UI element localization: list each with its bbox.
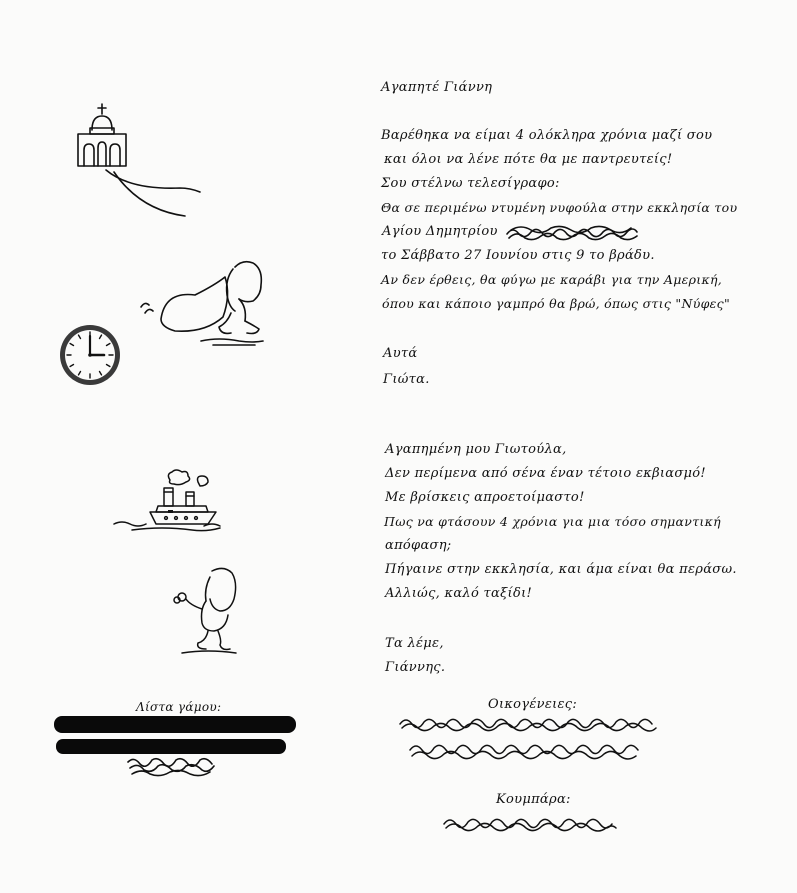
- letter1-greeting: Αγαπητέ Γιάννη: [381, 80, 493, 95]
- redacted-location: [505, 222, 640, 244]
- gift-list-label: Λίστα γάμου:: [136, 700, 222, 714]
- church-icon: [70, 100, 205, 220]
- letter1-line: Αγίου Δημητρίου: [382, 224, 498, 239]
- running-bride-icon: [135, 255, 270, 350]
- letter2-line: Πως να φτάσουν 4 χρόνια για μια τόσο σημαντική: [384, 514, 721, 529]
- letter1-line: το Σάββατο 27 Ιουνίου στις 9 το βράδυ.: [381, 248, 655, 263]
- letter2-line: απόφαση;: [385, 538, 452, 553]
- letter1-line: Βαρέθηκα να είμαι 4 ολόκληρα χρόνια μαζί σου: [381, 128, 713, 143]
- letter2-signature: Γιάννης.: [385, 660, 446, 675]
- letter2-line: Με βρίσκεις απροετοίμαστο!: [385, 490, 585, 505]
- letter2-closing: Τα λέμε,: [385, 636, 444, 651]
- letter1-line: Σου στέλνω τελεσίγραφο:: [381, 176, 560, 191]
- letter1-closing: Αυτά: [383, 346, 418, 361]
- letter1-signature: Γιώτα.: [383, 372, 430, 387]
- letter1-line: Θα σε περιμένω ντυμένη νυφούλα στην εκκλησία του: [381, 200, 738, 215]
- letter1-line: και όλοι να λένε πότε θα με παντρευτείς!: [384, 152, 673, 167]
- families-label: Οικογένειες:: [488, 697, 578, 712]
- redacted-families: [396, 714, 661, 766]
- letter1-line: Αν δεν έρθεις, θα φύγω με καράβι για την Αμερική,: [381, 272, 723, 287]
- redacted-gift-list: [52, 712, 302, 784]
- letter2-line: Πήγαινε στην εκκλησία, και άμα είναι θα περάσω.: [385, 562, 737, 577]
- koumpara-label: Κουμπάρα:: [496, 792, 571, 807]
- groom-with-flower-icon: [168, 565, 244, 657]
- letter2-greeting: Αγαπημένη μου Γιωτούλα,: [385, 442, 567, 457]
- ship-icon: [112, 468, 224, 532]
- clock-icon: [57, 322, 123, 388]
- redacted-koumpara: [440, 812, 620, 836]
- letter2-line: Δεν περίμενα από σένα έναν τέτοιο εκβιασμό!: [385, 466, 706, 481]
- letter2-line: Αλλιώς, καλό ταξίδι!: [385, 586, 532, 601]
- letter1-line: όπου και κάποιο γαμπρό θα βρώ, όπως στις "Νύφες": [382, 296, 731, 311]
